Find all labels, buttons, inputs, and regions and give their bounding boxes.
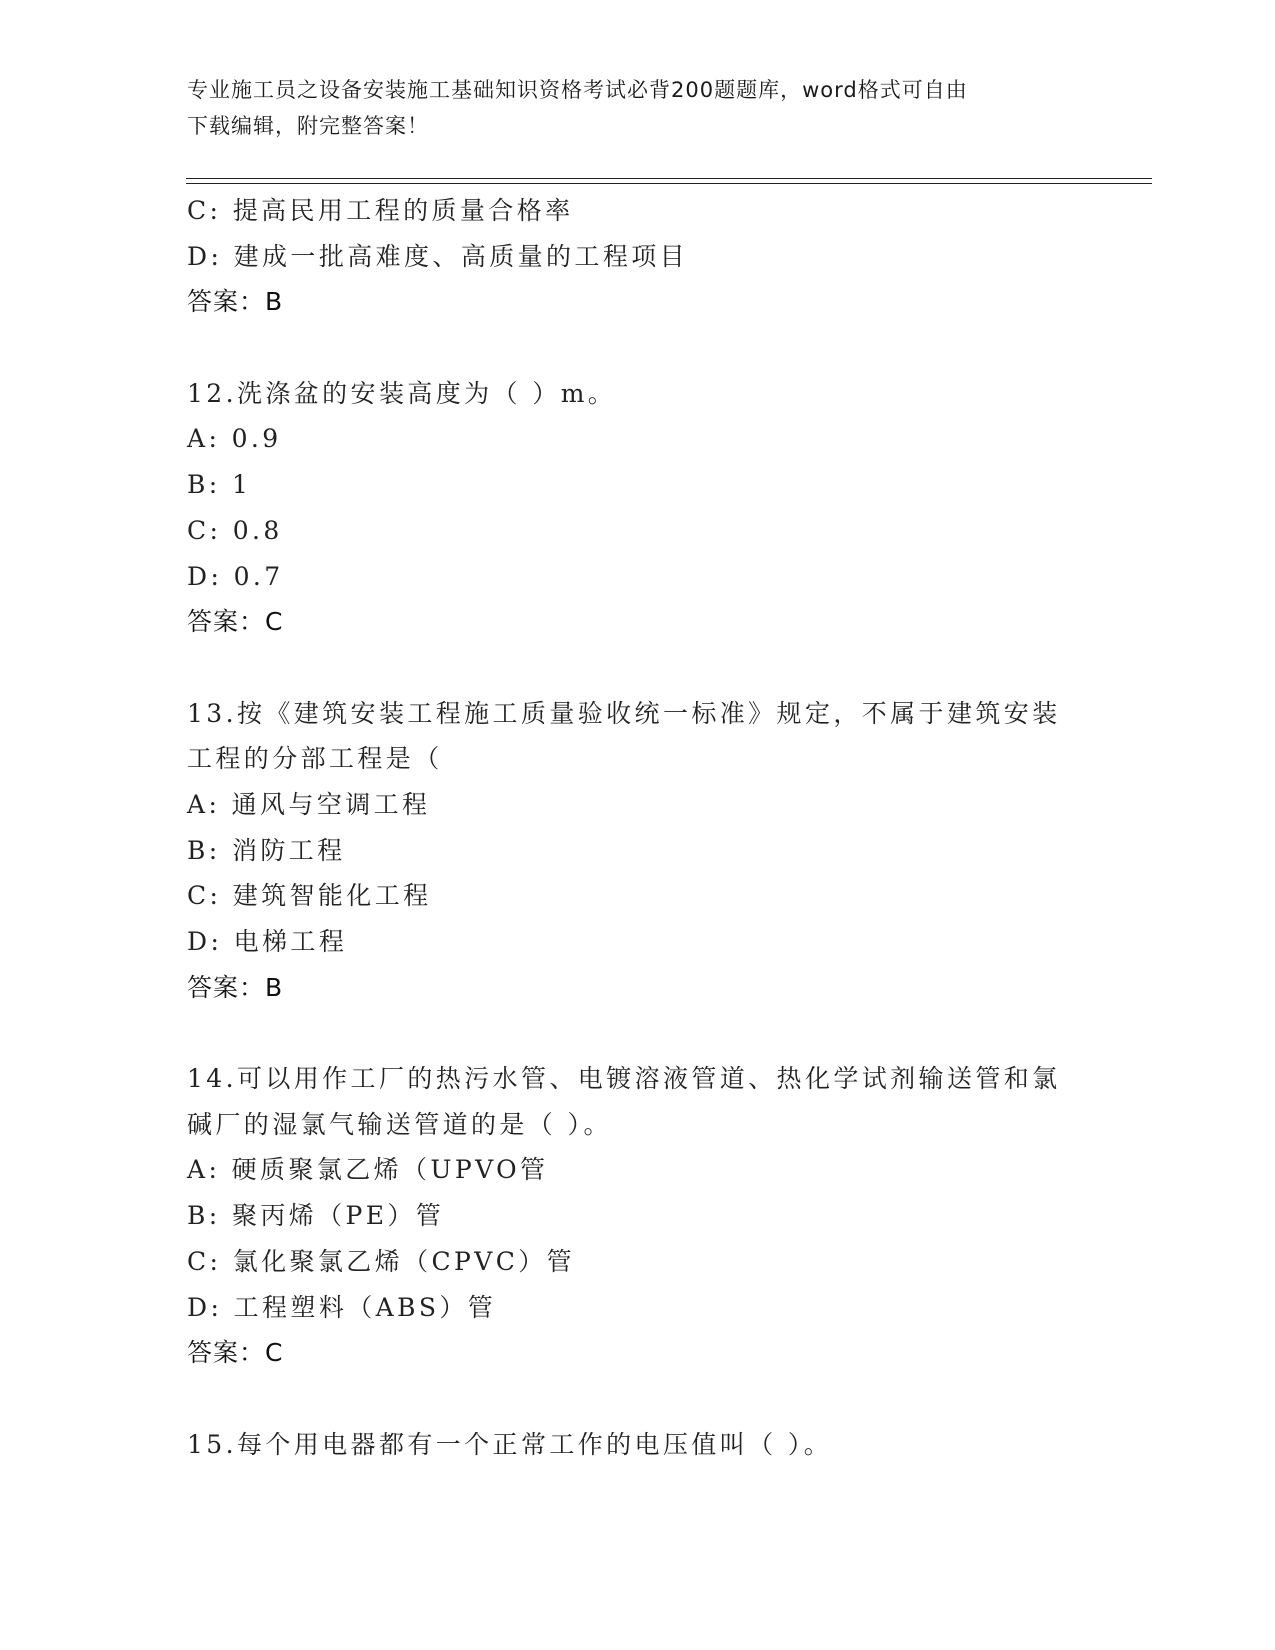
question-12 — [187, 371, 1087, 645]
option-c: C: 提高民用工程的质量合格率 — [187, 196, 574, 225]
answer: 答案：C — [187, 607, 284, 637]
option-a: A: 通风与空调工程 — [187, 789, 431, 819]
spacer — [187, 1010, 1087, 1056]
option-c: C: 建筑智能化工程 — [187, 881, 432, 911]
header-title-line-2: 下载编辑，附完整答案！ — [187, 114, 429, 138]
question-stem-continued: 工程的分部工程是（ — [187, 744, 443, 774]
header-divider-bottom — [186, 183, 1152, 184]
question-stem: 14.可以用作工厂的热污水管、电镀溶液管道、热化学试剂输送管和氯 — [187, 1064, 1061, 1094]
answer: 答案：B — [187, 972, 284, 1002]
option-c: C: 氯化聚氯乙烯（CPVC）管 — [187, 1246, 576, 1276]
option-a: A: 硬质聚氯乙烯（UPVO管 — [187, 1155, 549, 1185]
option-b: B: 1 — [187, 470, 252, 500]
spacer — [187, 325, 1087, 371]
answer: 答案：C — [187, 1338, 284, 1368]
question-stem: 13.按《建筑安装工程施工质量验收统一标准》规定，不属于建筑安装 — [187, 698, 1061, 728]
question-stem-continued: 碱厂的湿氯气输送管道的是（ ）。 — [187, 1109, 612, 1139]
question-list — [187, 188, 1087, 1467]
option-d: D: 电梯工程 — [187, 927, 348, 956]
answer: 答案：B — [187, 287, 284, 317]
document-header — [187, 72, 1067, 144]
question-11 — [187, 188, 1087, 325]
option-b: B: 消防工程 — [187, 835, 346, 865]
question-14 — [187, 1056, 1087, 1376]
option-a: A: 0.9 — [187, 424, 282, 454]
question-stem: 12.洗涤盆的安装高度为（ ）m。 — [187, 378, 617, 408]
header-divider-top — [186, 178, 1152, 179]
spacer — [187, 1376, 1087, 1422]
question-13 — [187, 691, 1087, 1011]
question-15 — [187, 1422, 1087, 1468]
header-title-line-1: 专业施工员之设备安装施工基础知识资格考试必背200题题库，word格式可自由 — [187, 78, 968, 102]
option-d: D: 建成一批高难度、高质量的工程项目 — [187, 241, 689, 271]
option-d: D: 0.7 — [187, 561, 284, 591]
question-stem: 15.每个用电器都有一个正常工作的电压值叫（ ）。 — [187, 1429, 833, 1459]
option-c: C: 0.8 — [187, 515, 283, 545]
option-b: B: 聚丙烯（PE）管 — [187, 1201, 445, 1231]
option-d: D: 工程塑料（ABS）管 — [187, 1292, 497, 1322]
spacer — [187, 645, 1087, 691]
